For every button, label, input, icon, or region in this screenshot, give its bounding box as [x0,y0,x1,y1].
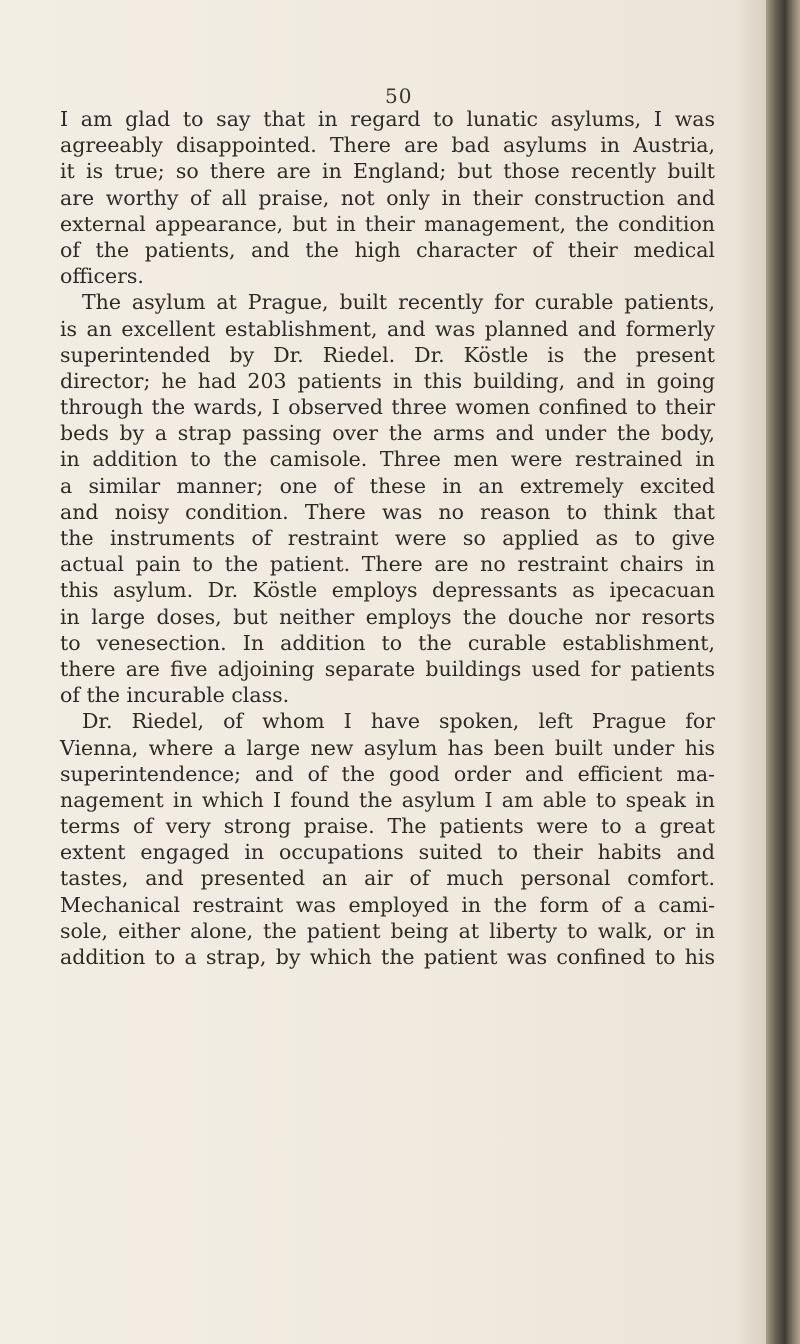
text-line: Vienna, where a large new asylum has been built under his [60,735,715,760]
text-line: Mechanical restraint was employed in the form of a cami- [60,892,715,917]
text-line: sole, either alone, the patient being at liberty to walk, or in [60,918,715,943]
body-text [60,106,715,970]
text-line: The asylum at Prague, built recently for curable patients, [82,290,715,315]
page-number: 50 [385,84,413,108]
text-line: and noisy condition. There was no reason to think that [60,499,715,524]
text-line: external appearance, but in their management, the condition [60,211,715,236]
text-line: in large doses, but neither employs the douche nor resorts [60,604,715,629]
text-line: superintended by Dr. Riedel. Dr. Köstle is the present [60,342,715,367]
text-line: in addition to the camisole. Three men were restrained in [60,447,715,472]
text-line: to venesection. In addition to the curable establishment, [60,630,715,655]
text-line: officers. [60,264,144,289]
text-line: actual pain to the patient. There are no restraint chairs in [60,552,715,577]
text-line: it is true; so there are in England; but those recently built [60,159,715,184]
text-line: of the patients, and the high character of their medical [60,237,715,262]
binding-edge [766,0,800,1344]
text-line: superintendence; and of the good order and efficient ma- [60,761,715,786]
text-line: extent engaged in occupations suited to their habits and [60,840,715,865]
text-line: are worthy of all praise, not only in their construction and [60,185,715,210]
text-line: director; he had 203 patients in this building, and in going [60,368,715,393]
text-line: agreeably disappointed. There are bad asylums in Austria, [60,133,715,158]
text-line: is an excellent establishment, and was planned and formerly [60,316,715,341]
text-line: beds by a strap passing over the arms and under the body, [60,421,715,446]
text-line: through the wards, I observed three women confined to their [60,395,715,420]
text-line: nagement in which I found the asylum I am able to speak in [60,787,715,812]
text-line: addition to a strap, by which the patient was confined to his [60,945,715,969]
text-line: I am glad to say that in regard to lunatic asylums, I was [60,107,715,131]
text-line: the instruments of restraint were so applied as to give [60,526,715,550]
text-line: terms of very strong praise. The patients were to a great [60,814,715,839]
text-line: Dr. Riedel, of whom I have spoken, left Prague for [82,709,715,734]
text-line: a similar manner; one of these in an extremely excited [60,473,715,498]
text-line: this asylum. Dr. Köstle employs depressants as ipecacuan [60,578,715,603]
text-line: there are five adjoining separate buildings used for patients [60,656,715,681]
text-line: tastes, and presented an air of much personal comfort. [60,866,715,891]
text-line: of the incurable class. [60,683,290,708]
